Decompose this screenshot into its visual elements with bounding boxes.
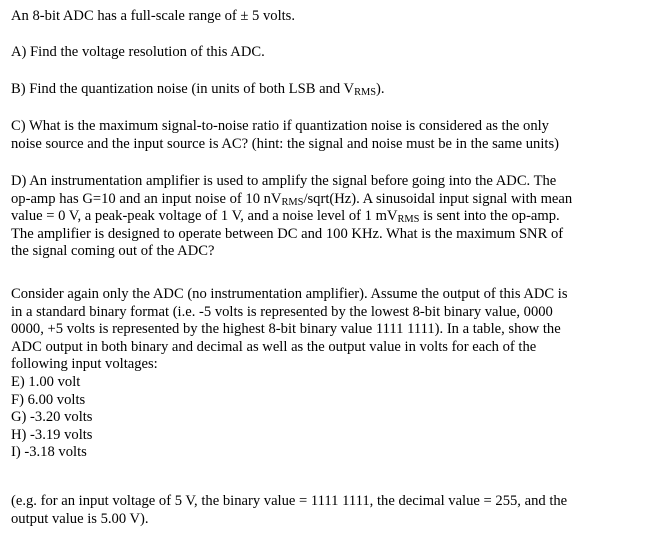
voltage-item-g: G) -3.20 volts — [11, 409, 93, 426]
voltage-item-h: H) -3.19 volts — [11, 426, 93, 443]
part-e-to-i-line-1: Consider again only the ADC (no instrumentation amplifier). Assume the output of this ADC is — [11, 286, 568, 302]
part-d-line-2-subscript: RMS — [281, 196, 304, 208]
part-c-line-1: C) What is the maximum signal-to-noise ratio if quantization noise is considered as the only — [11, 118, 549, 134]
part-d-paragraph — [11, 173, 646, 261]
part-e-to-i-line-2: in a standard binary format (i.e. -5 volts is represented by the lowest 8-bit binary value, 0000 — [11, 303, 553, 320]
part-d-line-3-subscript: RMS — [397, 214, 420, 226]
part-b-prefix: B) Find the quantization noise (in units of both LSB and V — [11, 81, 355, 97]
part-d-line-2-suffix: /sqrt(Hz). A sinusoidal input signal with mean — [303, 190, 573, 207]
voltage-item-f: F) 6.00 volts — [11, 391, 86, 408]
part-a-paragraph — [11, 44, 646, 62]
example-line-2: output value is 5.00 V). — [11, 510, 149, 527]
part-b-suffix: ). — [376, 81, 385, 97]
voltage-item-i: I) -3.18 volts — [11, 444, 87, 461]
part-e-to-i-paragraph — [11, 286, 646, 462]
part-e-to-i-line-5: following input voltages: — [11, 356, 158, 373]
intro-text: An 8-bit ADC has a full-scale range of ± 5 volts. — [11, 8, 296, 24]
part-a-text: A) Find the voltage resolution of this ADC. — [11, 44, 265, 60]
part-d-line-5: the signal coming out of the ADC? — [11, 243, 215, 260]
part-d-line-3-prefix: value = 0 V, a peak-peak voltage of 1 V, and a noise level of 1 mV — [11, 208, 398, 225]
voltage-item-e: E) 1.00 volt — [11, 373, 81, 390]
part-b-text — [11, 81, 646, 99]
part-d-line-1: D) An instrumentation amplifier is used to amplify the signal before going into the ADC. The — [11, 173, 557, 189]
part-e-to-i-line-4: ADC output in both binary and decimal as well as the output value in volts for each of the — [11, 338, 537, 355]
part-d-line-4: The amplifier is designed to operate between DC and 100 KHz. What is the maximum SNR of — [11, 225, 564, 242]
part-d-line-3 — [11, 208, 646, 226]
part-e-to-i-line-3: 0000, +5 volts is represented by the highest 8-bit binary value 1111 1111). In a table, show the — [11, 321, 561, 338]
part-d-line-2 — [11, 191, 646, 209]
part-c-line-2: noise source and the input source is AC? (hint: the signal and noise must be in the same units) — [11, 135, 559, 152]
example-line-1: (e.g. for an input voltage of 5 V, the binary value = 1111 1111, the decimal value = 255, and the — [11, 493, 568, 509]
part-b-subscript: RMS — [354, 87, 377, 98]
part-b-paragraph — [11, 81, 646, 99]
intro-paragraph — [11, 8, 646, 26]
part-d-line-3-suffix: is sent into the op-amp. — [419, 208, 560, 225]
example-paragraph — [11, 493, 646, 528]
part-d-line-2-prefix: op-amp has G=10 and an input noise of 10 nV — [11, 190, 282, 207]
part-c-paragraph — [11, 118, 646, 153]
